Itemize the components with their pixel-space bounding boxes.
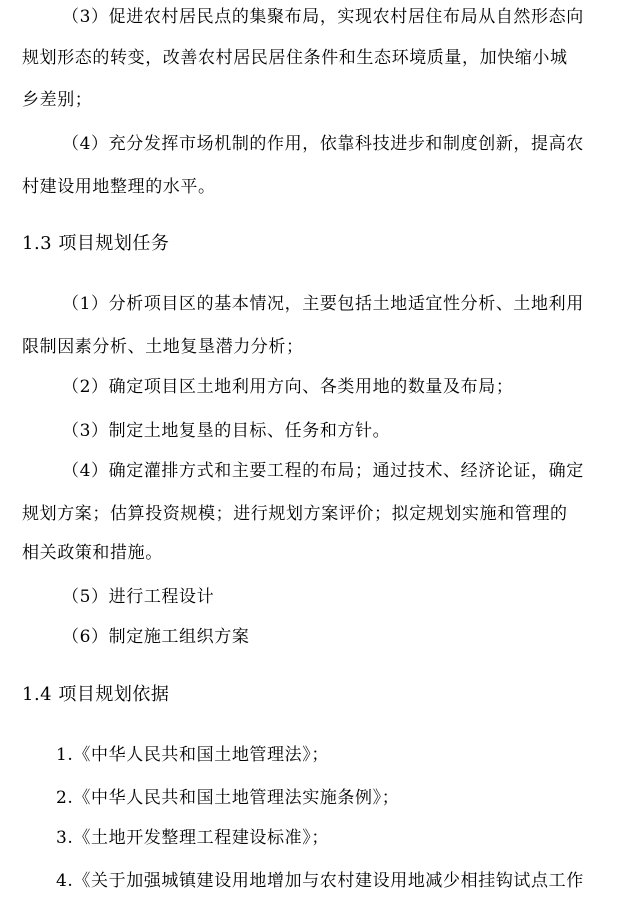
paragraph-line: 村建设用地整理的水平。 — [22, 177, 216, 197]
list-item-line: 限制因素分析、土地复垦潜力分析； — [22, 337, 304, 357]
reference-item: 2.《中华人民共和国土地管理法实施条例》； — [56, 788, 400, 808]
list-item-line: 规划方案；估算投资规模；进行规划方案评价；拟定规划实施和管理的 — [22, 504, 568, 524]
list-item-line: （6）制定施工组织方案 — [62, 627, 250, 647]
list-item-line: 相关政策和措施。 — [22, 543, 163, 563]
section-heading: 1.3 项目规划任务 — [22, 233, 170, 254]
paragraph-line: （4）充分发挥市场机制的作用，依靠科技进步和制度创新，提高农 — [62, 134, 584, 154]
paragraph-line: 规划形态的转变，改善农村居民居住条件和生态环境质量，加快缩小城 — [22, 48, 568, 68]
list-item-line: （1）分析项目区的基本情况，主要包括土地适宜性分析、土地利用 — [62, 294, 584, 314]
list-item-line: （3）制定土地复垦的目标、任务和方针。 — [62, 421, 391, 441]
reference-item: 3.《土地开发整理工程建设标准》； — [56, 828, 329, 848]
paragraph-line: 乡差别； — [22, 90, 93, 110]
section-heading: 1.4 项目规划依据 — [22, 684, 170, 705]
reference-item: 1.《中华人民共和国土地管理法》； — [56, 745, 329, 765]
reference-item: 4.《关于加强城镇建设用地增加与农村建设用地减少相挂钩试点工作 — [56, 871, 584, 891]
paragraph-line: （3）促进农村居民点的集聚布局，实现农村居住布局从自然形态向 — [62, 7, 584, 27]
list-item-line: （5）进行工程设计 — [62, 587, 215, 607]
list-item-line: （2）确定项目区土地利用方向、各类用地的数量及布局； — [62, 377, 514, 397]
list-item-line: （4）确定灌排方式和主要工程的布局；通过技术、经济论证，确定 — [62, 461, 584, 481]
